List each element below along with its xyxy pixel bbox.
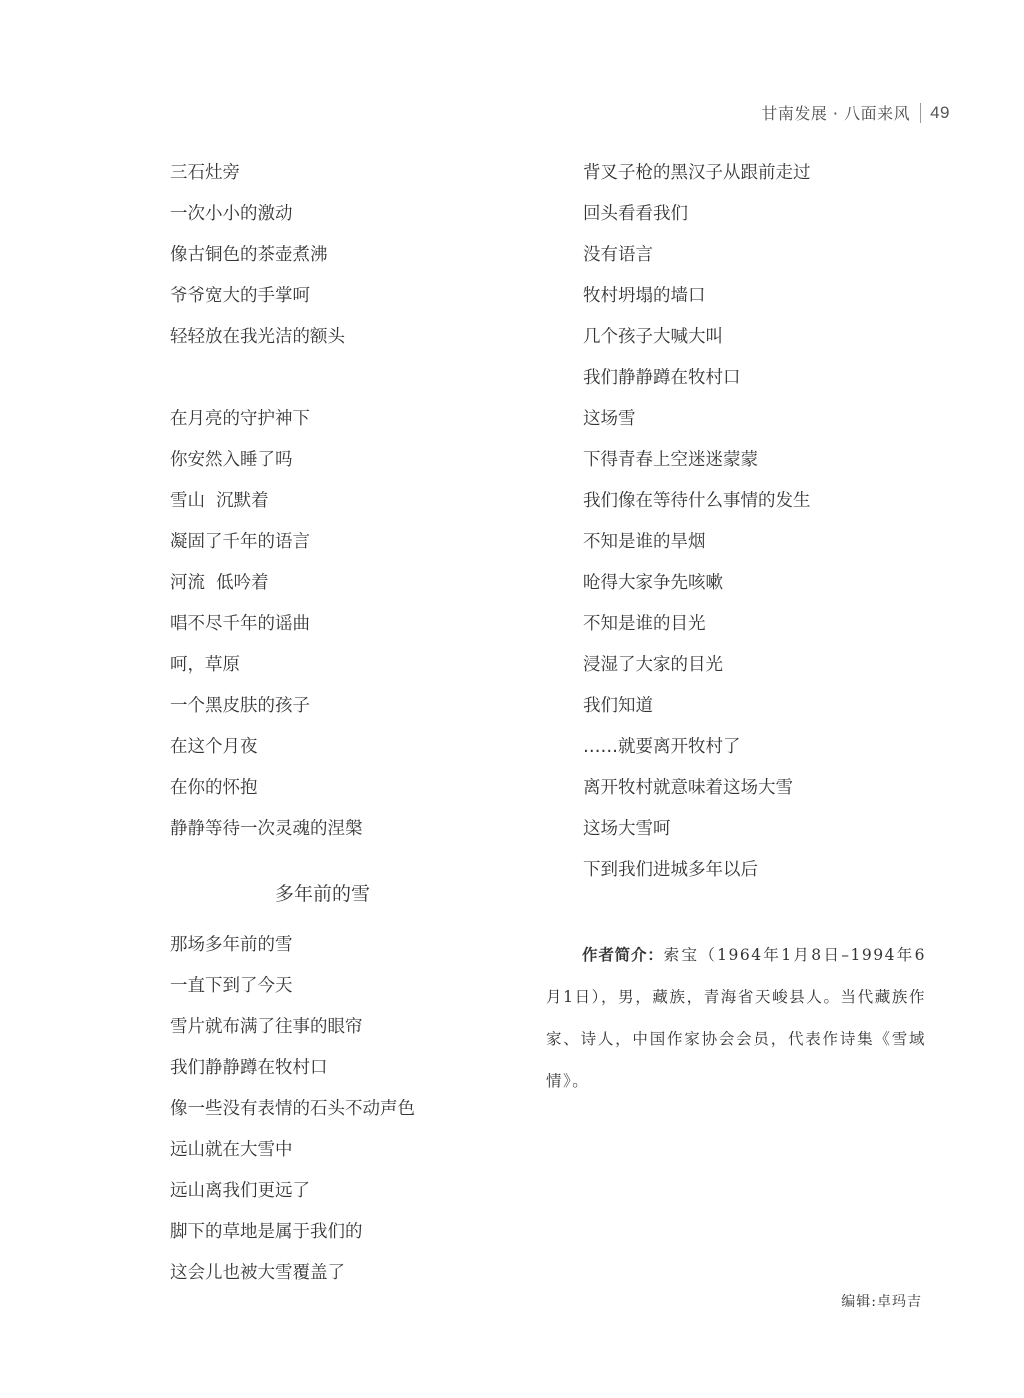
poem-line: 像古铜色的茶壶煮沸 (170, 245, 328, 265)
poem-line: 一直下到了今天 (170, 976, 293, 996)
poem-line: 河流 低吟着 (170, 573, 269, 593)
header-divider (920, 103, 921, 123)
poem-line: 静静等待一次灵魂的涅槃 (170, 819, 363, 839)
poem-line: 唱不尽千年的谣曲 (170, 614, 310, 634)
poem-line: 远山离我们更远了 (170, 1181, 310, 1201)
poem-line: 那场多年前的雪 (170, 935, 293, 955)
poem-title: 多年前的雪 (275, 883, 371, 905)
editor-credit: 编辑:卓玛吉 (841, 1294, 922, 1310)
poem-line: 脚下的草地是属于我们的 (170, 1222, 363, 1242)
poem-line: 浸湿了大家的目光 (583, 655, 723, 675)
poem-line: 在你的怀抱 (170, 778, 258, 798)
poem-line: 你安然入睡了吗 (170, 450, 293, 470)
poem-line: 背叉子枪的黑汉子从跟前走过 (583, 163, 811, 183)
poem-line: 呛得大家争先咳嗽 (583, 573, 723, 593)
poem-line: 下得青春上空迷迷蒙蒙 (583, 450, 758, 470)
poem-line: 一次小小的激动 (170, 204, 293, 224)
poem-line: 不知是谁的旱烟 (583, 532, 706, 552)
poem-line: 我们静静蹲在牧村口 (583, 368, 741, 388)
bio-text: 索宝（1964年1月8日–1994年6月1日），男，藏族，青海省天峻县人。当代藏族作家、诗人，中国作家协会会员，代表作诗集《雪域情》。 (546, 946, 926, 1090)
poem-line: 牧村坍塌的墙口 (583, 286, 706, 306)
author-bio (546, 934, 926, 1102)
poem-line: 像一些没有表情的石头不动声色 (170, 1099, 415, 1119)
poem-line: 我们静静蹲在牧村口 (170, 1058, 328, 1078)
poem-line: 没有语言 (583, 245, 653, 265)
poem-line: 雪片就布满了往事的眼帘 (170, 1017, 363, 1037)
poem-line: 回头看看我们 (583, 204, 688, 224)
poem-line: 三石灶旁 (170, 163, 240, 183)
poem-line: 这会儿也被大雪覆盖了 (170, 1263, 345, 1283)
poem-line: 在月亮的守护神下 (170, 409, 310, 429)
poem-line: ……就要离开牧村了 (583, 737, 741, 757)
poem-line: 这场雪 (583, 409, 636, 429)
page-header (761, 101, 950, 124)
poem-line: 这场大雪呵 (583, 819, 671, 839)
poem-line: 雪山 沉默着 (170, 491, 269, 511)
poem-line: 下到我们进城多年以后 (583, 860, 758, 880)
poem-line: 爷爷宽大的手掌呵 (170, 286, 310, 306)
poem-line: 我们知道 (583, 696, 653, 716)
poem-line: 轻轻放在我光洁的额头 (170, 327, 345, 347)
poem-line: 离开牧村就意味着这场大雪 (583, 778, 793, 798)
page-number: 49 (930, 102, 950, 122)
poem-line: 呵，草原 (170, 655, 240, 675)
poem-line: 在这个月夜 (170, 737, 258, 757)
poem-line: 远山就在大雪中 (170, 1140, 293, 1160)
section-title: 甘南发展 · 八面来风 (761, 104, 911, 123)
poem-line: 我们像在等待什么事情的发生 (583, 491, 811, 511)
poem-line: 不知是谁的目光 (583, 614, 706, 634)
poem-line: 几个孩子大喊大叫 (583, 327, 723, 347)
poem-line: 凝固了千年的语言 (170, 532, 310, 552)
poem-line: 一个黑皮肤的孩子 (170, 696, 310, 716)
bio-label: 作者简介： (582, 946, 664, 964)
